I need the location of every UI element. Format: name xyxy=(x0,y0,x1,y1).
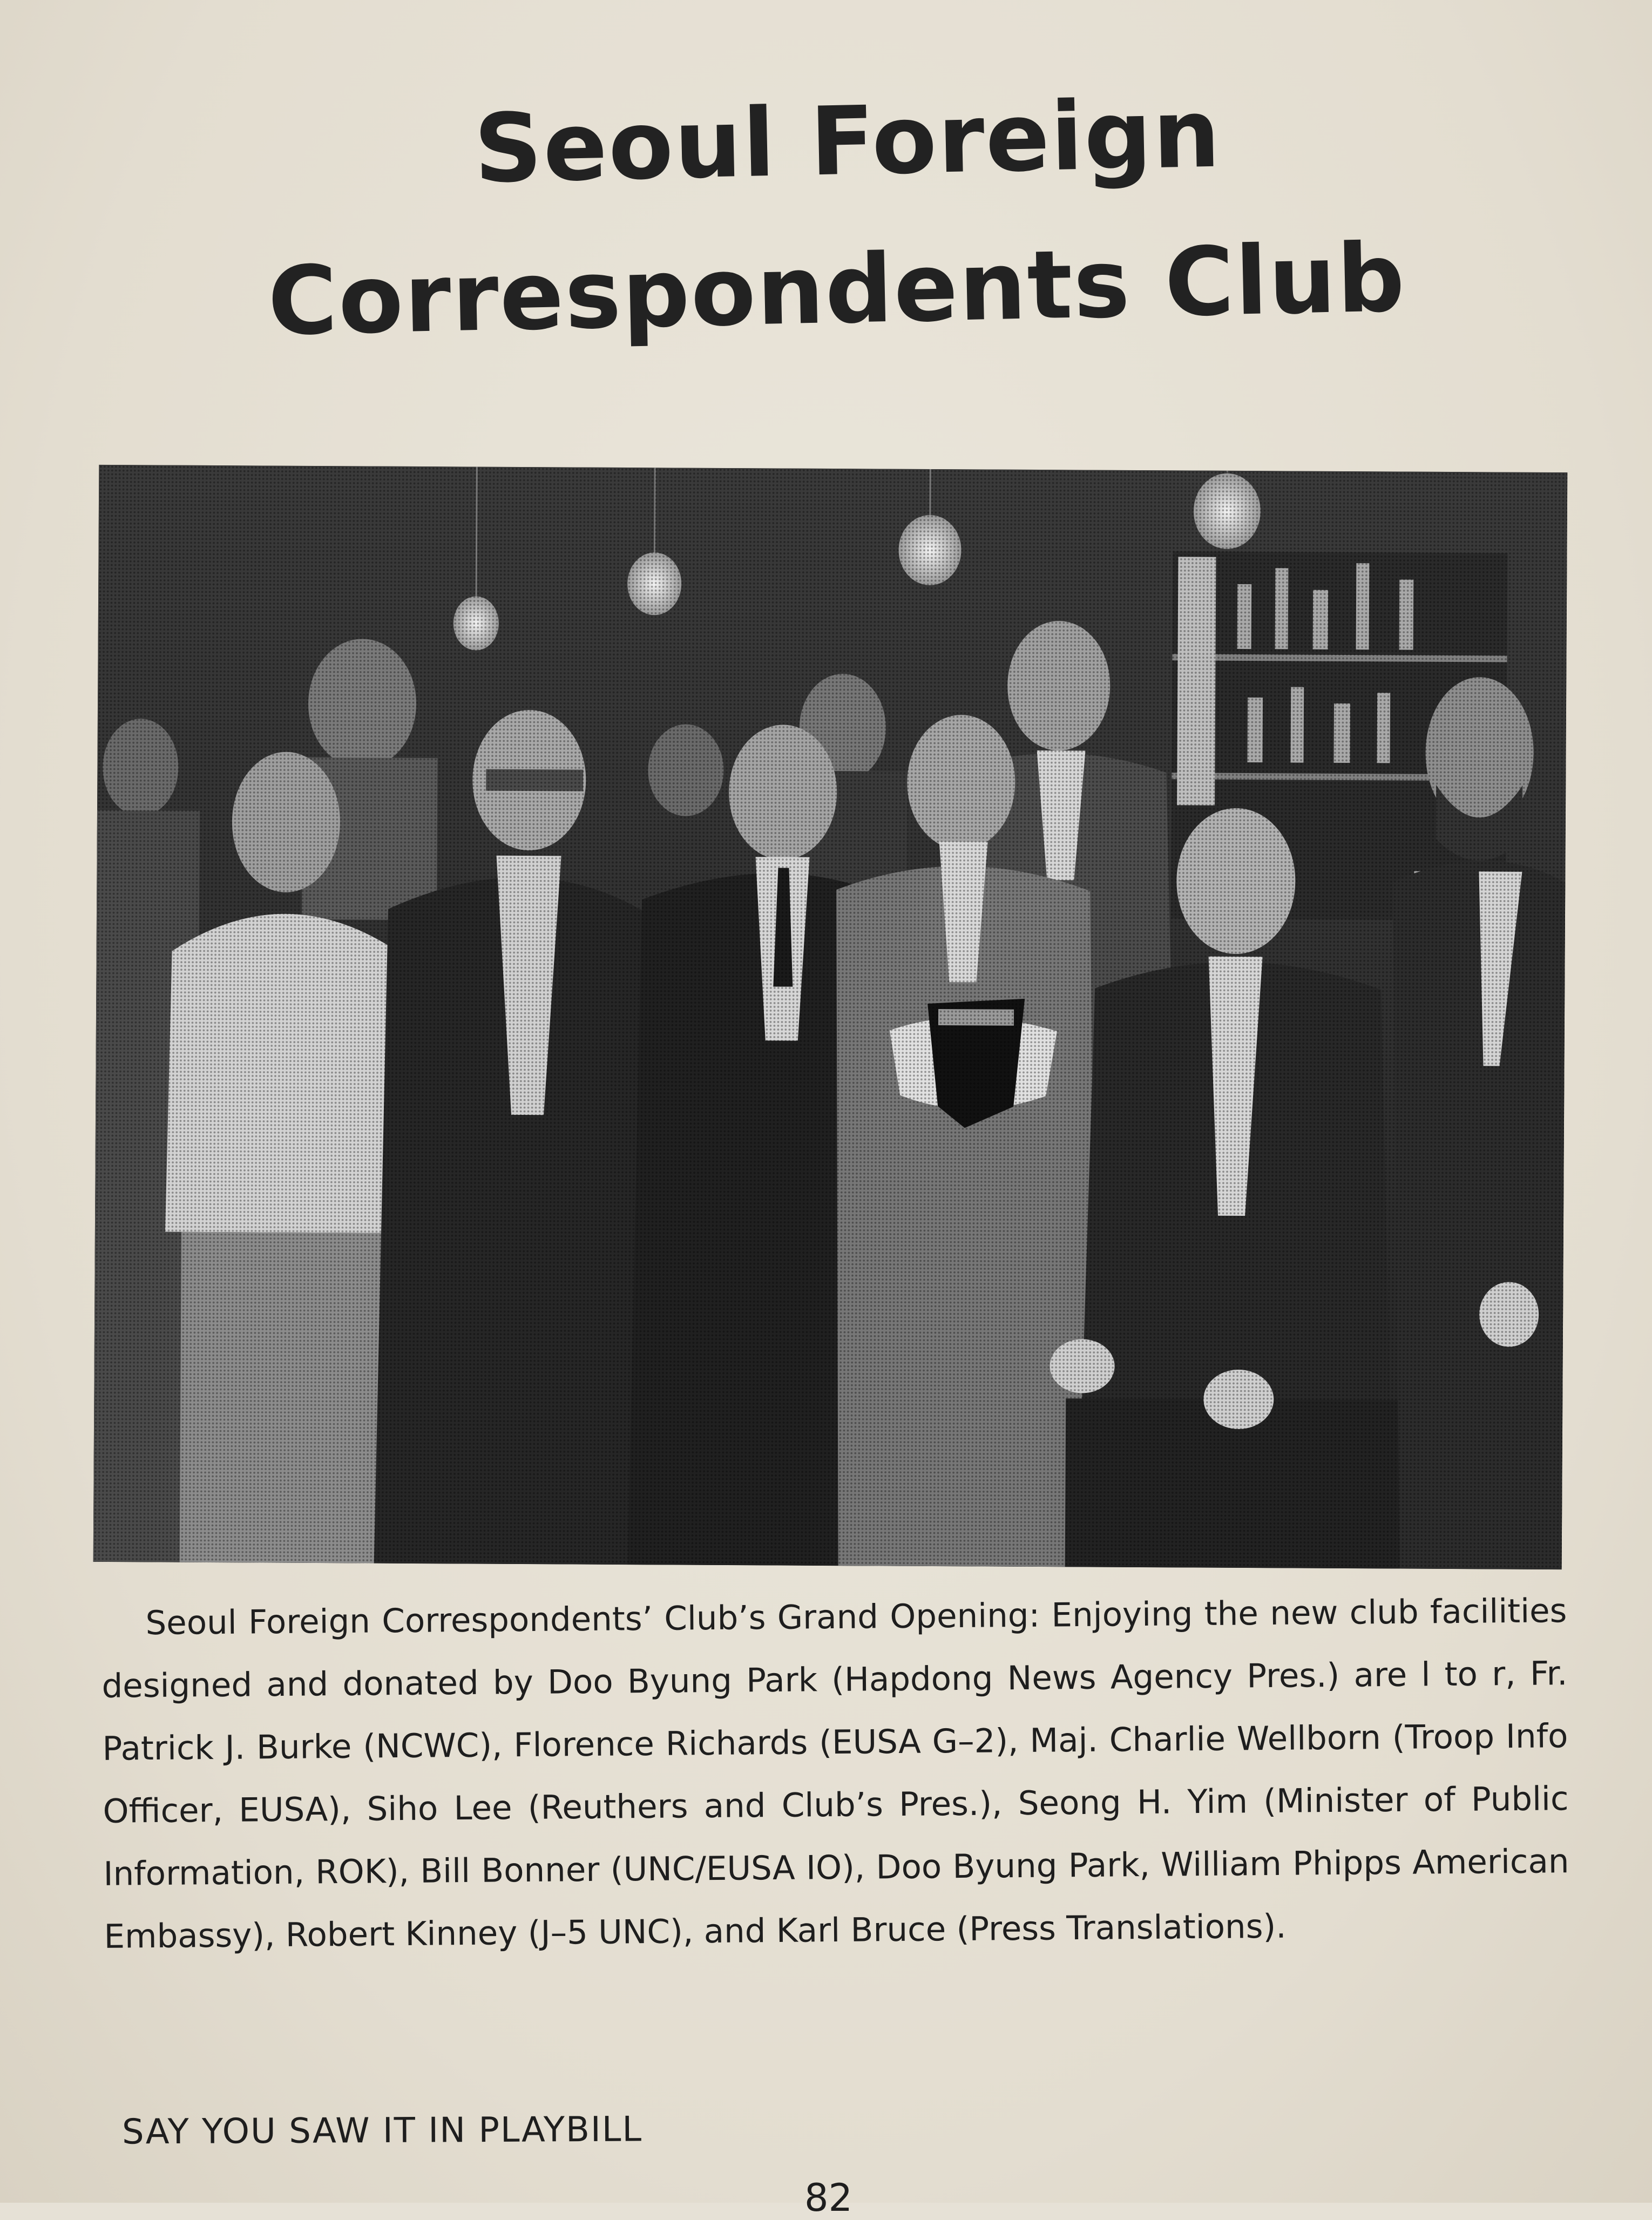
photo-illustration xyxy=(93,465,1568,1569)
playbill-tagline: SAY YOU SAW IT IN PLAYBILL xyxy=(122,2109,642,2152)
title-line-2: Correspondents Club xyxy=(10,226,1652,355)
club-grand-opening-photo xyxy=(93,465,1568,1569)
photo-caption: Seoul Foreign Correspondents’ Club’s Grand Opening: Enjoying the new club facilities designed and donated by Doo Byung Park (Hapdong News Agency Pres.) are l to r, Fr. Patrick J. Burke (NCWC), Florence Richards (EUSA G–2), Maj. Charlie Wellborn (Troop Info Officer, EUSA), Siho Lee (Reuthers and Club’s Pres.), Seong H. Yim (Minister of Public Information, ROK), Bill Bonner (UNC/EUSA IO), Doo Byung Park, William Phipps American Embassy), Robert Kinney (J–5 UNC), and Karl Bruce (Press Translations). xyxy=(101,1580,1570,1968)
page-number: 82 xyxy=(804,2176,852,2220)
title-line-1: Seoul Foreign xyxy=(21,77,1652,206)
